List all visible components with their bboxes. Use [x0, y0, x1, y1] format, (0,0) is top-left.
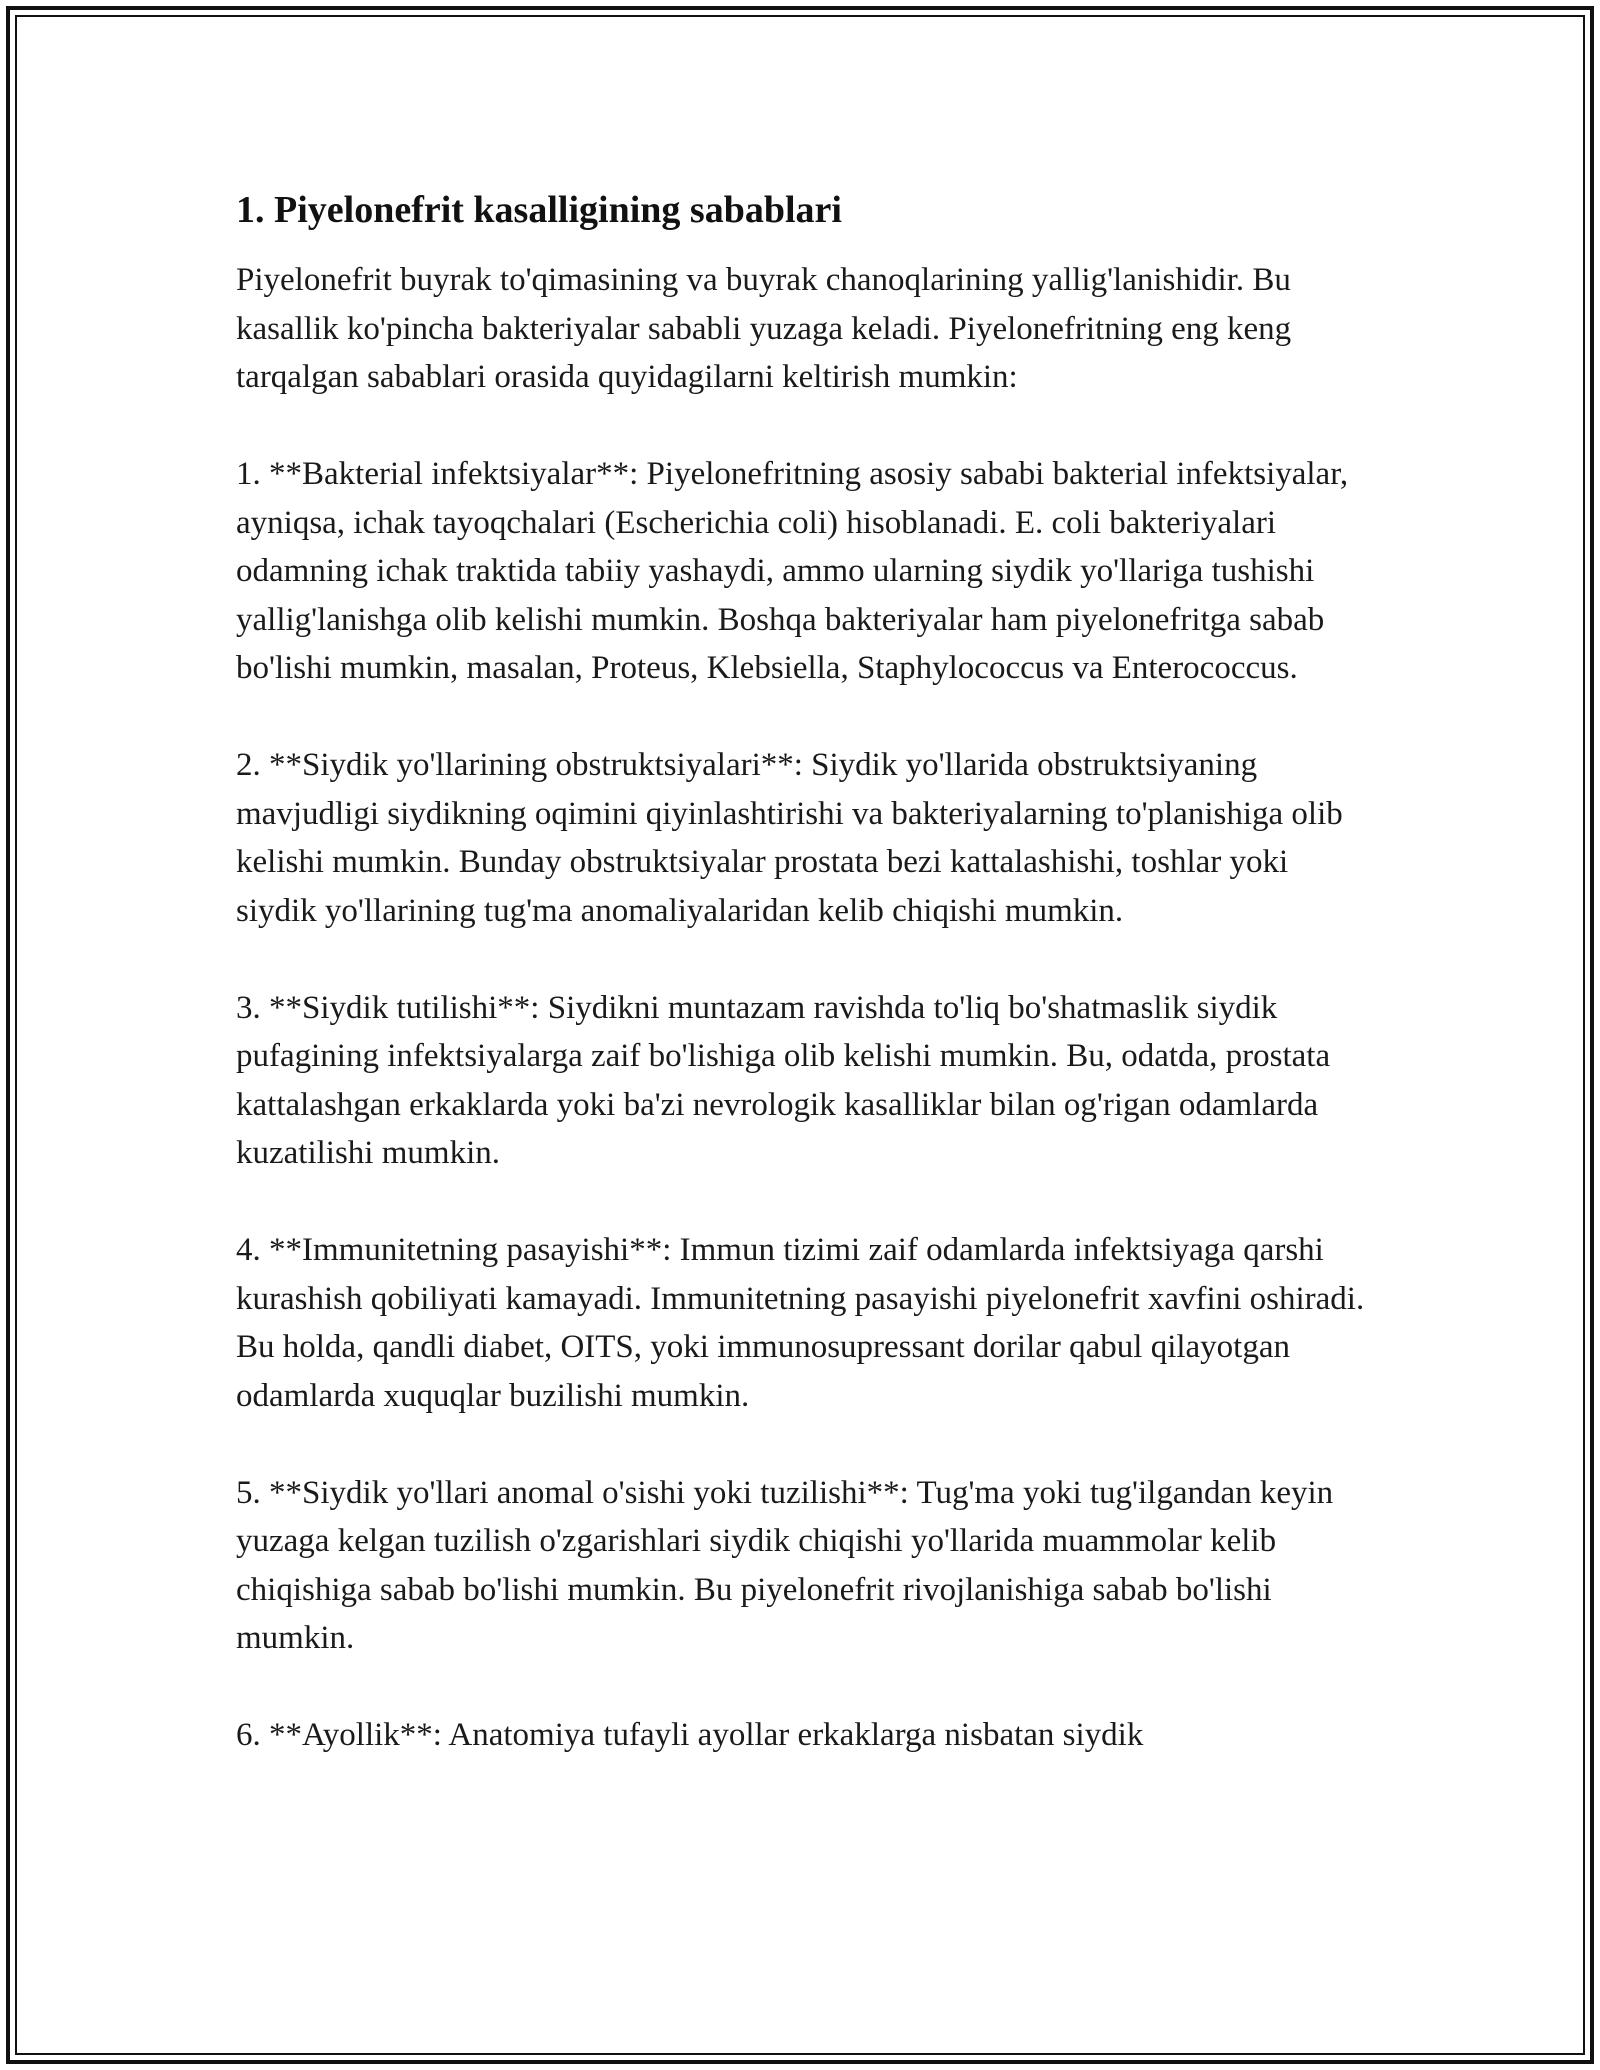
- cause-4-paragraph: 4. **Immunitetning pasayishi**: Immun tizimi zaif odamlarda infektsiyaga qarshi kurashish qobiliyati kamayadi. Immunitetning pasayishi piyelonefrit xavfini oshiradi. Bu holda, qandli diabet, OITS, yoki immunosupressant dorilar qabul qilayotgan odamlarda xuquqlar buzilishi mumkin.: [236, 1232, 1365, 1414]
- cause-2-paragraph: 2. **Siydik yo'llarining obstruktsiyalari**: Siydik yo'llarida obstruktsiyaning mavjudligi siydikning oqimini qiyinlashtirishi va bakteriyalarning to'planishiga olib kelishi mumkin. Bunday obstruktsiyalar prostata bezi kattalashishi, toshlar yoki siydik yo'llarining tug'ma anomaliyalaridan kelib chiqishi mumkin.: [236, 747, 1343, 929]
- section-heading: 1. Piyelonefrit kasalligining sabablari: [236, 189, 842, 231]
- cause-6-paragraph: 6. **Ayollik**: Anatomiya tufayli ayollar erkaklarga nisbatan siydik: [236, 1717, 1144, 1753]
- cause-3-paragraph: 3. **Siydik tutilishi**: Siydikni muntazam ravishda to'liq bo'shatmaslik siydik pufagining infektsiyalarga zaif bo'lishiga olib kelishi mumkin. Bu, odatda, prostata kattalashgan erkaklarda yoki ba'zi nevrologik kasalliklar bilan og'rigan odamlarda kuzatilishi mumkin.: [236, 989, 1331, 1171]
- cause-5-paragraph: 5. **Siydik yo'llari anomal o'sishi yoki tuzilishi**: Tug'ma yoki tug'ilgandan keyin yuzaga kelgan tuzilish o'zgarishlari siydik chiqishi yo'llarida muammolar kelib chiqishiga sabab bo'lishi mumkin. Bu piyelonefrit rivojlanishiga sabab bo'lishi mumkin.: [236, 1474, 1334, 1656]
- document-body: [236, 186, 1366, 1760]
- cause-1-paragraph: 1. **Bakterial infektsiyalar**: Piyelonefritning asosiy sababi bakterial infektsiyalar, ayniqsa, ichak tayoqchalari (Escherichia coli) hisoblanadi. E. coli bakteriyalari odamning ichak traktida tabiiy yashaydi, ammo ularning siydik yo'llariga tushishi yallig'lanishga olib kelishi mumkin. Boshqa bakteriyalar ham piyelonefritga sabab bo'lishi mumkin, masalan, Proteus, Klebsiella, Staphylococcus va Enterococcus.: [236, 456, 1349, 686]
- intro-paragraph: Piyelonefrit buyrak to'qimasining va buyrak chanoqlarining yallig'lanishidir. Bu kasallik ko'pincha bakteriyalar sababli yuzaga keladi. Piyelonefritning eng keng tarqalgan sabablari orasida quyidagilarni keltirish mumkin:: [236, 262, 1292, 395]
